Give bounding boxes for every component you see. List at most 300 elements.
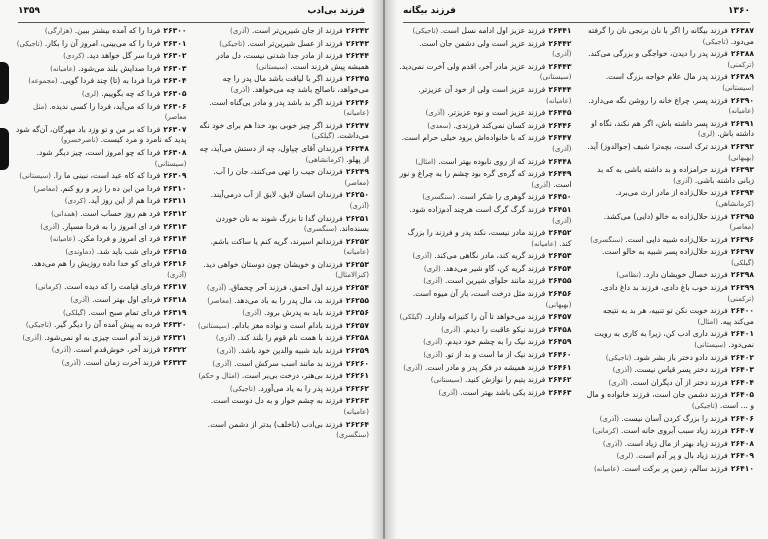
proverb-entry (399, 264, 572, 275)
entry-source: (کردی) (64, 197, 87, 206)
entry-number: ۲۶۴۴۷ (548, 133, 572, 143)
entry-text: فردا سر گل خواهد دید. (84, 51, 161, 61)
entry-number: ۲۶۳۰۸ (163, 147, 187, 157)
entry-text: فرزند بد مانند اسب سرکش است. (231, 358, 343, 368)
entry-number: ۲۶۴۶۱ (548, 362, 572, 372)
entry-source: (تاجیکی) (691, 402, 718, 410)
entry-text: فرزند مانند حلوای شیرین است. (442, 276, 546, 286)
entry-number: ۲۶۳۰۶ (163, 101, 187, 111)
proverb-entry (197, 420, 370, 441)
entry-text: فرزند از مادر جدا شدنی نیست، دل مادر همیشه پیش فرزند است. (216, 51, 369, 71)
entry-text: فرزند عزیز است ولی از خود آن عزیزتر. (418, 84, 546, 94)
entry-text: فرزند حلال‌زاده از مادر ارث می‌برد. (615, 188, 728, 198)
right-page-right-column (582, 26, 755, 533)
entry-source: (گیلکی) (399, 313, 423, 322)
entry-source: (عامیانه) (593, 464, 620, 473)
entry-text: فرزند بیگانه را اگر با نان برنجی نان را گرفته می‌دود. (588, 26, 754, 46)
entry-source: (آذری) (673, 176, 693, 185)
entry-text: فرزند گریه کند، مادر نگاهی می‌کند. (431, 251, 546, 261)
left-page-right-column (197, 26, 370, 533)
proverb-entry (197, 359, 370, 370)
entry-source: (آذری) (70, 296, 90, 305)
entry-number: ۲۶۲۴۹ (345, 167, 369, 177)
entry-text: فرزند گوهری را شکر است. (455, 192, 546, 202)
entry-text: فرزند حرامزاده و بد داشته باشی به که بد زبانی داشته باشی. (597, 165, 754, 185)
proverb-entry (14, 64, 187, 75)
page-number: ۱۳۵۹ (18, 6, 40, 16)
entry-number: ۲۶۲۵۶ (345, 308, 369, 318)
entry-number: ۲۶۳۲۳ (163, 358, 187, 368)
entry-number: ۲۶۴۴۵ (548, 108, 572, 118)
entry-source: (سنگسری) (590, 235, 623, 244)
proverb-entry (399, 337, 572, 348)
entry-number: ۲۶۴۰۱ (730, 329, 754, 339)
entry-source: (بهبهانی) (545, 300, 572, 309)
entry-number: ۲۶۲۵۴ (345, 283, 369, 293)
proverb-entry (197, 384, 370, 395)
entry-source: (عامیانه) (49, 235, 76, 244)
entry-source: (سنگسری) (422, 193, 456, 202)
entry-source: (آذری) (167, 270, 187, 279)
proverb-entry (399, 388, 572, 399)
entry-text: فرزند عزیز است ولی دشمن جان است. (419, 38, 546, 48)
spine-shadow (371, 0, 383, 539)
proverb-entry (399, 108, 572, 119)
proverb-entry (582, 329, 755, 350)
entry-number: ۲۶۲۵۳ (345, 259, 369, 269)
proverb-entry (14, 125, 187, 146)
entry-text: فرزند کسان نمی‌کند فرزندی. (451, 120, 546, 130)
entry-number: ۲۶۴۵۵ (548, 276, 572, 286)
proverb-entry (197, 396, 370, 417)
proverb-entry (14, 89, 187, 100)
entry-number: ۲۶۲۵۲ (345, 236, 369, 246)
entry-number: ۲۶۲۴۳ (345, 38, 369, 48)
entry-text: فرزند نیکو عاقبت را دیدم. (460, 324, 546, 334)
entry-number: ۲۶۳۹۴ (730, 188, 754, 198)
entry-number: ۲۶۳۹۵ (730, 211, 754, 221)
entry-text: فرزند ترک است، بچه‌ترا شیف (جوالدوز) آید. (587, 141, 728, 151)
entry-source: (امثال) (697, 317, 718, 326)
entry-number: ۲۶۳۲۱ (163, 332, 187, 342)
proverb-entry (14, 333, 187, 344)
proverb-entry (197, 283, 370, 294)
entry-source: (لری) (423, 264, 441, 273)
entry-number: ۲۶۴۰۰ (730, 306, 754, 316)
proverb-entry (14, 171, 187, 182)
entry-text: فرزند یتیم را نوازش کنید. (462, 375, 546, 385)
proverb-entry (582, 306, 755, 327)
entry-source: (همدانی) (51, 209, 78, 218)
entry-number: ۲۶۲۴۲ (345, 26, 369, 35)
proverb-entry (197, 167, 370, 188)
entry-source: (آذری) (552, 144, 572, 153)
entry-text: فرزند پدر را دیدن، خواجگی و بزرگی می‌کند. (588, 49, 728, 59)
entry-number: ۲۶۳۹۹ (730, 283, 754, 293)
entry-source: (آذری) (441, 325, 461, 334)
right-page-header (403, 6, 750, 23)
entry-source: (سیستانی) (197, 321, 230, 330)
page-edge-tab (0, 128, 9, 170)
entry-text: فردا هم از این روز آید. (86, 196, 161, 206)
entry-text: فرزند بی‌هنر، درخت بی‌بر است. (239, 371, 343, 381)
entry-text: فرزند حلال‌زاده به خالو (دایی) می‌کشد. (603, 211, 728, 221)
proverb-entry (399, 363, 572, 374)
entry-text: فرزند پسر، چراغ خانه را روشن نگه می‌دارد. (588, 95, 728, 105)
proverb-entry (582, 72, 755, 93)
entry-text: فرزند مثل درخت است، بار آن میوه است. (412, 289, 546, 299)
entry-number: ۲۶۳۰۲ (163, 51, 187, 61)
entry-source: (کرمانشاهی) (305, 155, 344, 164)
entry-text: فرزند پدر را به یاد می‌آورد. (255, 383, 343, 393)
entry-number: ۲۶۳۹۰ (730, 95, 754, 105)
entry-source: (آذری) (403, 363, 423, 372)
entry-text: فردا فردا به (تا) چند فردا گویی. (57, 76, 161, 86)
proverb-entry (399, 169, 572, 190)
entry-text: فرزند دختر پسر قیاس نیست. (631, 365, 728, 375)
entry-source: (گیلکی) (731, 258, 754, 267)
entry-text: فردای اول بهتر است. (89, 295, 161, 305)
entry-number: ۲۶۴۰۳ (730, 365, 754, 375)
entry-source: (آذری) (40, 222, 60, 231)
entry-text: فردا من این ده را زیر و رو کنم. (57, 183, 161, 193)
entry-number: ۲۶۴۵۶ (548, 289, 572, 299)
proverb-entry (197, 74, 370, 95)
spine-shadow (385, 0, 397, 539)
entry-number: ۲۶۳۱۲ (163, 208, 187, 218)
entry-number: ۲۶۴۶۳ (548, 387, 572, 397)
entry-source: (آذری) (61, 359, 81, 368)
proverb-entry (399, 85, 572, 106)
entry-source: (سیستانی) (19, 172, 52, 181)
entry-source: (تاجیکی) (412, 27, 439, 35)
entry-source: (لری) (81, 89, 99, 98)
entry-text: فرزند آخر، خوش‌قدم است. (71, 345, 161, 355)
proverb-entry (582, 439, 755, 450)
proverb-entry (399, 26, 572, 37)
entry-text: فرزند پسر داشته باش، اگر هم نکند، نگاه او داشته باش. (591, 118, 754, 139)
entry-source: (نظامی) (616, 271, 642, 280)
entry-number: ۲۶۴۵۸ (548, 324, 572, 334)
entry-source: (آذری) (599, 414, 620, 423)
proverb-entry (14, 26, 187, 37)
proverb-entry (399, 228, 572, 249)
entry-number: ۲۶۴۵۰ (548, 192, 572, 202)
entry-source: (هزارگی) (44, 27, 73, 35)
entry-source: (معاصر) (207, 296, 232, 305)
entry-source: (معاصر) (33, 184, 58, 193)
entry-text: فرزندان جیب را تهی می‌کنند، جان را آب. (213, 167, 343, 177)
left-page-left-column (14, 26, 187, 533)
entry-text: فرزند حلال‌زاده پسر شبیه به خالو است. (601, 247, 728, 257)
entry-source: (تاجیکی) (16, 39, 43, 48)
entry-number: ۲۶۴۴۹ (548, 169, 572, 179)
proverb-entry (399, 121, 572, 132)
entry-source: (عامیانه) (343, 109, 369, 118)
entry-number: ۲۶۴۶۲ (548, 375, 572, 385)
entry-number: ۲۶۴۵۷ (548, 312, 572, 322)
entry-text: فردای کو خدا داده روزیش را هم می‌دهد. (31, 259, 161, 269)
entry-text: فرزند زیاد سبب آبروی خانه است. (618, 426, 728, 436)
entry-source: (ترکمنی) (727, 294, 754, 303)
entry-source: (ترکمنی) (727, 60, 754, 69)
proverb-entry (197, 308, 370, 319)
entry-number: ۲۶۴۰۹ (730, 451, 754, 461)
entry-number: ۲۶۳۰۴ (163, 76, 187, 86)
proverb-entry (582, 414, 755, 425)
entry-text: فرزند باید به پدرش برود. (261, 308, 343, 318)
proverb-entry (399, 39, 572, 60)
entry-number: ۲۶۴۵۹ (548, 337, 572, 347)
entry-source: (سیستانی) (694, 341, 726, 350)
entry-source: (عامیانه) (343, 248, 369, 257)
entry-number: ۲۶۴۴۶ (548, 120, 572, 130)
proverb-entry (14, 184, 187, 195)
entry-text: فرزند همیشه در فکر پدر و مادر است. (422, 362, 546, 372)
entry-number: ۲۶۲۴۷ (345, 120, 369, 130)
entry-source: (سیستانی) (430, 376, 463, 385)
entry-text: فردا که بر من و تو وزد باد مهرگان، آن‌گه شود پدید که نامرد و مرد کیست. (16, 124, 187, 145)
entry-text: فرزند عزیز مادر آخر، اقدم ولی آخرت نمی‌دید. (399, 61, 546, 71)
proverb-entry (14, 234, 187, 245)
entry-number: ۲۶۳۱۴ (163, 234, 187, 244)
entry-number: ۲۶۲۶۴ (345, 419, 369, 429)
entry-text: فرزند اول احمق، فرزند آخر چخماق. (226, 283, 343, 293)
entry-number: ۲۶۴۱۰ (730, 463, 754, 473)
proverb-entry (14, 39, 187, 50)
entry-text: فرزند نیک از ما است و بد از تو. (442, 350, 546, 360)
right-page-left-column (399, 26, 572, 533)
entry-text: فرزند سالم، زمین پر برکت است. (619, 463, 728, 473)
proverb-entry (197, 260, 370, 281)
entry-source: (آذری) (552, 216, 572, 225)
entry-number: ۲۶۳۲۰ (163, 320, 187, 330)
entry-number: ۲۶۲۴۶ (345, 97, 369, 107)
entry-source: (آذری) (423, 277, 443, 286)
entry-text: فردای قیامت را که دیده است. (61, 282, 161, 292)
entry-text: فرزند از جان شیرین‌تر است. (249, 26, 343, 35)
entry-number: ۲۶۳۱۱ (163, 196, 187, 206)
entry-text: فرزند داری ادب کن، زیرا به کاری به رویت نمی‌دود. (594, 329, 754, 350)
entry-number: ۲۶۴۰۲ (730, 352, 754, 362)
entry-number: ۲۶۴۰۸ (730, 438, 754, 448)
entry-source: (معاصر) (729, 223, 754, 232)
entry-source: (سعدی) (427, 121, 452, 130)
entry-source: (عامیانه) (546, 96, 572, 105)
entry-source: (سنگسری) (303, 225, 337, 234)
proverb-entry (582, 165, 755, 186)
entry-number: ۲۶۳۱۷ (163, 282, 187, 292)
proverb-entry (399, 251, 572, 262)
entry-source: (آذری) (242, 309, 262, 318)
entry-text: فردا که چه بگوییم. (98, 88, 161, 98)
entry-source: (آذری) (206, 284, 227, 293)
entry-text: فرزند پدر مال علام خواجه بزرگ است. (605, 72, 728, 82)
entry-source: (لری) (616, 452, 634, 461)
entry-text: فرزند با همت نام قوم را بلند کند. (235, 333, 343, 343)
entry-number: ۲۶۳۲۲ (163, 345, 187, 355)
entry-number: ۲۶۳۰۹ (163, 171, 187, 181)
entry-source: (آذری) (212, 359, 232, 368)
entry-text: فرزند عزیز اول ادامه نسل است. (438, 26, 546, 35)
entry-number: ۲۶۴۵۲ (548, 228, 572, 238)
proverb-entry (582, 235, 755, 246)
proverb-entry (582, 390, 755, 411)
entry-number: ۲۶۴۵۴ (548, 263, 572, 273)
entry-number: ۲۶۲۵۰ (345, 190, 369, 200)
entry-source: (تاجیکی) (25, 321, 52, 330)
entry-number: ۲۶۳۸۹ (730, 72, 754, 82)
entry-text: فرزند بادام است و نواده مغز بادام. (229, 320, 343, 330)
entry-source: (عامیانه) (531, 239, 557, 248)
proverb-entry (582, 426, 755, 437)
entry-text: فرزند عزیز است و نوه عزیزتر. (444, 108, 546, 118)
entry-number: ۲۶۴۶۰ (548, 350, 572, 360)
entry-source: (معاصر) (344, 178, 369, 187)
entry-text: فرزند یکی باشد بهتر است. (457, 387, 546, 397)
entry-text: فرزندانم اسیرند، گریه کنم یا ساکت باشم. (210, 236, 343, 246)
entry-number: ۲۶۴۴۴ (548, 84, 572, 94)
entry-number: ۲۶۳۹۷ (730, 247, 754, 257)
entry-number: ۲۶۴۵۱ (548, 204, 572, 214)
entry-source: (ناصرخسرو) (61, 136, 99, 145)
proverb-entry (14, 102, 187, 123)
entry-text: فردا صدایش بلند می‌شود. (75, 63, 161, 73)
entry-source: (آذری) (552, 50, 572, 59)
entry-number: ۲۶۳۰۵ (163, 88, 187, 98)
left-page-columns (14, 26, 369, 533)
proverb-entry (582, 26, 755, 47)
entry-text: فرزند زیاد بال و پر آدم است. (633, 451, 728, 461)
entry-number: ۲۶۲۵۹ (345, 346, 369, 356)
proverb-entry (399, 157, 572, 168)
entry-text: فرزندان گدا تا بزرگ شوند به نان خوردن بسنده‌اند. (215, 213, 369, 234)
proverb-entry (399, 62, 572, 83)
entry-number: ۲۶۲۶۲ (345, 383, 369, 393)
entry-text: فرزند دادو دختر باز بشر شود. (631, 352, 728, 362)
proverb-entry (14, 345, 187, 356)
entry-text: فرزند اگر بد باشد پدر و مادر بی‌گناه است. (209, 97, 343, 107)
entry-source: (آذری) (531, 180, 551, 189)
entry-source: (دماوندی) (65, 247, 95, 256)
entry-text: فردای تمام صبح است. (85, 307, 161, 317)
entry-number: ۲۶۳۹۳ (730, 165, 754, 175)
entry-number: ۲۶۲۵۷ (345, 320, 369, 330)
left-page-header (18, 6, 365, 23)
entry-text: فرزند خوبت نکن تو تنبیه، هر بد به نتیجه می‌کند پیه. (602, 306, 754, 326)
entry-number: ۲۶۴۰۵ (730, 390, 754, 400)
proverb-entry (197, 214, 370, 235)
entry-source: (سیستانی) (256, 62, 288, 71)
proverb-entry (399, 289, 572, 310)
proverb-entry (197, 346, 370, 357)
proverb-entry (14, 259, 187, 280)
entry-source: (سنگسری) (336, 431, 369, 440)
proverb-entry (197, 371, 370, 382)
entry-source: (سیستانی) (154, 159, 187, 168)
entry-number: ۲۶۴۰۶ (730, 413, 754, 423)
entry-number: ۲۶۳۹۱ (730, 118, 754, 128)
entry-source: (آذری) (216, 347, 237, 356)
proverb-entry (582, 283, 755, 304)
proverb-entry (197, 26, 370, 37)
entry-text: فرزند می‌خواهد تا آن را کنیزانه وادارد. (422, 312, 546, 322)
entry-text: فرزند دشمن جان است، فرزند خانواده و مال و ... است. (586, 390, 754, 410)
entry-source: (آذری) (22, 333, 42, 342)
entry-number: ۲۶۴۰۷ (730, 426, 754, 436)
entry-text: فردا که کاه عید است، نبینی ما را. (51, 171, 161, 181)
entry-text: فرزند که گره‌ی گره بود چشم را به چراغ و نور است. (399, 169, 572, 189)
proverb-entry (399, 276, 572, 287)
entry-source: (آذری) (423, 338, 443, 347)
entry-text: فرزند زیاد بهتر از مال زیاد است. (622, 438, 728, 448)
proverb-entry (582, 270, 755, 281)
entry-source: (گیلکی) (62, 308, 86, 317)
entry-text: فرزند که با خانواده‌اش برود خیلی حرام است. (401, 133, 546, 143)
proverb-entry (197, 237, 370, 258)
entry-source: (امثال و حکم) (198, 372, 240, 381)
entry-number: ۲۶۳۹۶ (730, 234, 754, 244)
right-page (385, 0, 768, 539)
entry-text: فرد ای امروز را به فردا مسپار. (59, 221, 161, 231)
entry-number: ۲۶۳۸۷ (730, 26, 754, 35)
entry-number: ۲۶۲۶۰ (345, 358, 369, 368)
proverb-entry (197, 321, 370, 332)
entry-number: ۲۶۲۶۱ (345, 371, 369, 381)
entry-number: ۲۶۳۰۰ (163, 26, 187, 35)
entry-source: (گیلکی) (311, 132, 335, 141)
entry-text: فرزند به چشم خوار و به دل دوست است. (210, 396, 343, 406)
entry-source: (آذری) (425, 109, 445, 118)
proverb-entry (399, 312, 572, 323)
right-page-columns (399, 26, 754, 533)
entry-source: (کردی) (63, 52, 85, 61)
proverb-entry (14, 320, 187, 331)
proverb-entry (14, 247, 187, 258)
proverb-entry (399, 133, 572, 154)
entry-source: (تاجیکی) (219, 39, 245, 48)
entry-source: (آذری) (602, 439, 623, 448)
entry-number: ۲۶۳۰۳ (163, 63, 187, 73)
proverb-entry (197, 51, 370, 72)
proverb-entry (582, 378, 755, 389)
entry-number: ۲۶۴۴۲ (548, 38, 572, 48)
entry-text: فرزند بی‌ادب (ناخلف) بدتر از دشمن است. (207, 419, 343, 429)
proverb-entry (197, 144, 370, 165)
proverb-entry (14, 209, 187, 220)
entry-text: فرزندان آقای چپاول، چه از دستش می‌آید، چه از پهلو. (199, 143, 369, 164)
proverb-entry (14, 196, 187, 207)
entry-number: ۲۶۳۱۰ (163, 183, 187, 193)
entry-text: فرد ای امروز و فردا مکن. (75, 234, 161, 244)
entry-source: (آذری) (349, 201, 369, 210)
entry-text: فرزند باید شبیه والدین خود باشد. (236, 346, 343, 356)
entry-source: (بهبهانی) (728, 153, 754, 162)
entry-source: (آذری) (438, 388, 458, 397)
entry-text: فرزند اگر چیز خوبی بود خدا هم برای خود نگه می‌داشت. (199, 120, 369, 141)
page-number: ۱۳۶۰ (728, 6, 750, 16)
proverb-entry (582, 353, 755, 364)
proverb-entry (14, 282, 187, 293)
proverb-entry (197, 333, 370, 344)
entry-source: (سیستانی) (539, 73, 572, 82)
entry-number: ۲۶۳۹۸ (730, 270, 754, 280)
entry-text: فرزند گرگ گرگ است هرچند آدم‌زاده شود. (409, 204, 546, 214)
entry-text: فردا را که آمده بیشتر ببین. (72, 26, 161, 35)
entry-source: (تاجیکی) (605, 353, 632, 362)
proverb-entry (399, 375, 572, 386)
proverb-entry (14, 295, 187, 306)
